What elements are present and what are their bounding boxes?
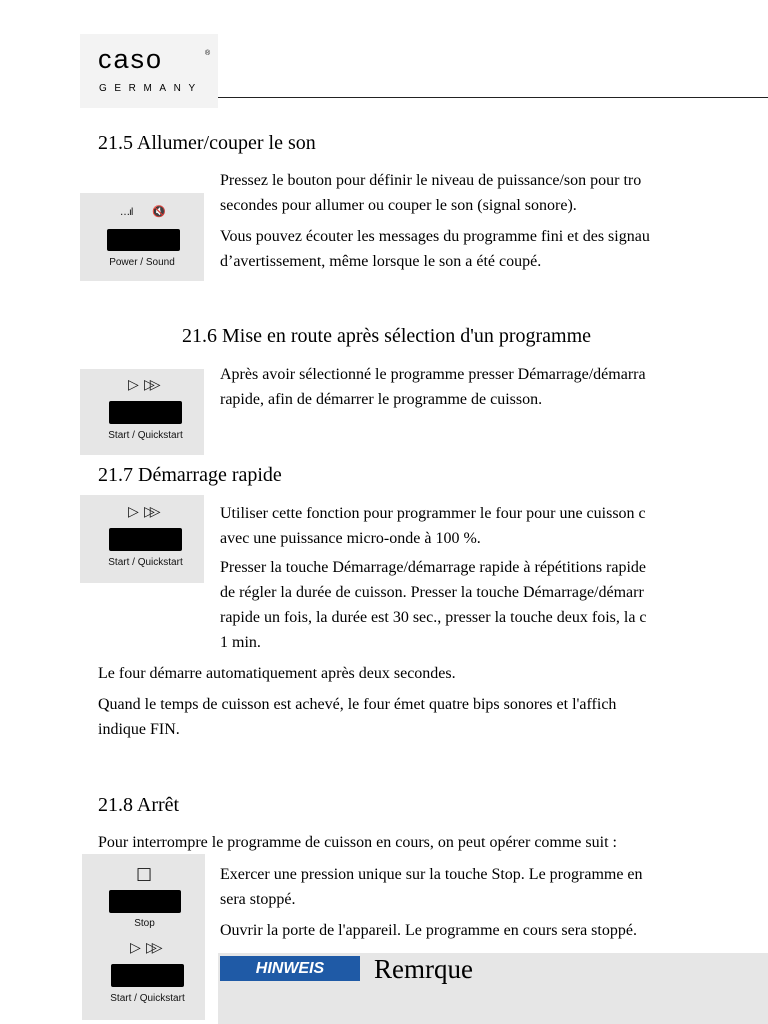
- paragraph-line: avec une puissance micro-onde à 100 %.: [220, 530, 481, 547]
- fast-play-icon: ▷▷: [146, 940, 158, 956]
- sound-level-icon: …ıl: [120, 207, 133, 218]
- paragraph-line: Pressez le bouton pour définir le niveau de puissance/son pour tro: [220, 172, 642, 189]
- paragraph-line: Utiliser cette fonction pour programmer le four pour une cuisson c: [220, 505, 646, 522]
- power-sound-panel: [80, 193, 204, 281]
- section-heading-21-6: 21.6 Mise en route après sélection d'un programme: [182, 325, 592, 347]
- stop-label: Stop: [134, 918, 155, 929]
- start-quickstart-label: Start / Quickstart: [108, 430, 183, 441]
- stop-button[interactable]: [109, 890, 181, 913]
- header-divider: [218, 97, 768, 98]
- start-panel: [80, 369, 204, 455]
- fast-play-icon: ▷▷: [144, 377, 156, 393]
- section-intro: Pour interrompre le programme de cuisson en cours, on peut opérer comme suit :: [98, 834, 617, 851]
- section-heading-21-8: 21.8 Arrêt: [98, 794, 180, 816]
- start-quickstart-label: Start / Quickstart: [108, 557, 183, 568]
- paragraph-line: d’avertissement, même lorsque le son a été coupé.: [220, 253, 542, 270]
- paragraph-line: secondes pour allumer ou couper le son (signal sonore).: [220, 197, 577, 214]
- start-panel: [80, 495, 204, 583]
- brand-logo: caso: [98, 44, 164, 74]
- power-sound-label: Power / Sound: [109, 257, 175, 268]
- paragraph-line: indique FIN.: [98, 721, 180, 738]
- mute-icon: 🔇: [152, 205, 166, 218]
- play-icon: ▷: [130, 940, 141, 956]
- brand-subtitle: GERMANY: [99, 83, 203, 94]
- paragraph-line: 1 min.: [220, 634, 261, 651]
- paragraph-line: Vous pouvez écouter les messages du programme fini et des signau: [220, 228, 650, 245]
- paragraph-line: sera stoppé.: [220, 891, 296, 908]
- paragraph-line: Ouvrir la porte de l'appareil. Le programme en cours sera stoppé.: [220, 922, 637, 939]
- section-heading-21-5: 21.5 Allumer/couper le son: [98, 132, 316, 154]
- play-icon: ▷: [128, 377, 139, 393]
- registered-mark: ®: [205, 50, 211, 57]
- stop-icon: □: [136, 864, 153, 884]
- section-heading-21-7: 21.7 Démarrage rapide: [98, 464, 282, 486]
- paragraph-line: Après avoir sélectionné le programme presser Démarrage/démarra: [220, 366, 646, 383]
- paragraph-line: de régler la durée de cuisson. Presser la touche Démarrage/démarr: [220, 584, 644, 601]
- stop-start-panel: [82, 854, 205, 1020]
- power-sound-button[interactable]: [107, 229, 180, 251]
- fast-play-icon: ▷▷: [144, 504, 156, 520]
- paragraph-line: Presser la touche Démarrage/démarrage rapide à répétitions rapide: [220, 559, 647, 576]
- start-quickstart-button[interactable]: [111, 964, 184, 987]
- paragraph-line: rapide, afin de démarrer le programme de cuisson.: [220, 391, 543, 408]
- paragraph-line: Le four démarre automatiquement après deux secondes.: [98, 665, 456, 682]
- start-quickstart-button[interactable]: [109, 528, 182, 551]
- play-icon: ▷: [128, 504, 139, 520]
- paragraph-line: Exercer une pression unique sur la touche Stop. Le programme en: [220, 866, 643, 883]
- note-title: Remrque: [374, 954, 473, 984]
- start-quickstart-button[interactable]: [109, 401, 182, 424]
- note-badge: HINWEIS: [220, 956, 360, 981]
- paragraph-line: rapide un fois, la durée est 30 sec., presser la touche deux fois, la c: [220, 609, 647, 626]
- start-quickstart-label: Start / Quickstart: [110, 993, 185, 1004]
- paragraph-line: Quand le temps de cuisson est achevé, le four émet quatre bips sonores et l'affich: [98, 696, 617, 713]
